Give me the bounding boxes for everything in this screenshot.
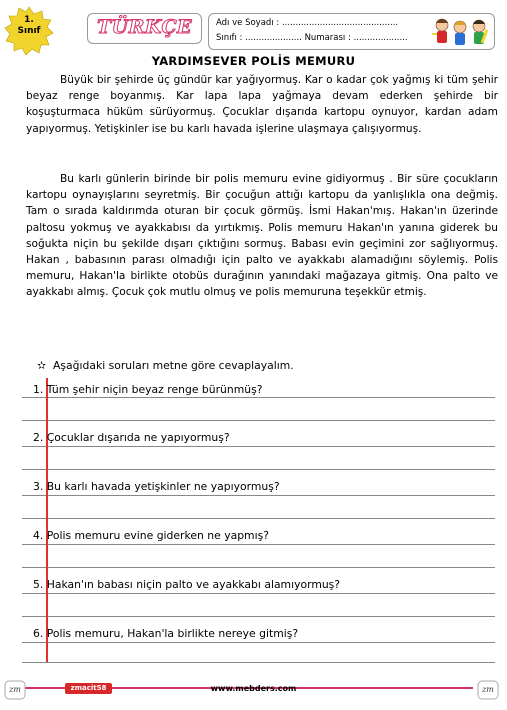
answer-line — [22, 397, 495, 398]
grade-badge-text: 1. Sınıf — [17, 15, 41, 36]
footer-url[interactable]: www.mebders.com — [210, 684, 297, 693]
answer-line — [22, 642, 495, 643]
question-2: 2. Çocuklar dışarıda ne yapıyormuş? — [33, 431, 230, 444]
question-4: 4. Polis memuru evine giderken ne yapmış? — [33, 529, 269, 542]
zm-logo-right-text: zm — [482, 685, 494, 694]
question-3: 3. Bu karlı havada yetişkinler ne yapıyormuş? — [33, 480, 280, 493]
subject-title: TÜRKÇE — [96, 16, 193, 38]
answer-line — [22, 446, 495, 447]
answer-line — [22, 495, 495, 496]
answer-line — [22, 420, 495, 421]
question-1: 1. Tüm şehir niçin beyaz renge bürünmüş? — [33, 383, 263, 396]
answer-line — [22, 518, 495, 519]
footer-code: zmacit58 — [70, 684, 107, 692]
answer-line — [22, 567, 495, 568]
children-illustration — [430, 15, 492, 48]
answer-line — [22, 616, 495, 617]
instructions-text: Aşağıdaki soruları metne göre cevaplayalım. — [53, 359, 294, 372]
class-number-field-label: Sınıfı : ..................... Numarası : .................... — [216, 33, 408, 43]
answer-line — [22, 544, 495, 545]
answer-line — [22, 593, 495, 594]
question-5: 5. Hakan'ın babası niçin palto ve ayakkabı alamıyormuş? — [33, 578, 341, 591]
story-title: YARDIMSEVER POLİS MEMURU — [151, 54, 356, 68]
story-paragraph: Büyük bir şehirde üç gündür kar yağıyormuş. Kar o kadar çok yağmış ki tüm şehir beyaz renge boyanmış. Kar lapa lapa yağmaya devam ederken şehirde bir koşuşturmaca hüküm sürüyormuş. Çocuklar dışarıda kartopu oynuyor, kardan adam yapıyormuş. Yetişkinler ise bu karlı havada işlerine ulaşmaya çalışıyormuş. — [26, 74, 498, 135]
answer-line — [22, 662, 495, 663]
story-paragraph: Bu karlı günlerin birinde bir polis memuru evine gidiyormuş . Bir süre çocukların kartopu oynayışlarını seyretmiş. Bir çocuğun attığı kartopu da yanlışlıkla ona değmiş. Tam o sırada kaldırımda oturan bir çocuk görmüş. İsmi Hakan'mış. Hakan'ın üzerinde paltosu yokmuş ve ayakkabısı da yırtıkmış. Polis memuru Hakan'ın yanına giderek bu soğukta niçin bu şekilde dışarı çıktığını sormuş. Babası evin geçimini zor sağlıyormuş. Hakan , babasının parası olmadığı için palto ve ayakkabı alamadığını söylemiş. Polis memuru, Hakan'la birlikte otobüs durağının yanındaki mağazaya gitmiş. Ona palto ve ayakkabı almış. Çocuk çok mutlu olmuş ve polis memuruna teşekkür etmiş. — [26, 173, 498, 299]
answer-line — [22, 469, 495, 470]
star-icon: ✫ — [37, 359, 47, 372]
question-6: 6. Polis memuru, Hakan'la birlikte nereye gitmiş? — [33, 627, 299, 640]
name-field-label: Adı ve Soyadı : ........................................... — [216, 18, 399, 28]
margin-line — [46, 378, 48, 662]
zm-logo-left-text: zm — [9, 685, 21, 694]
